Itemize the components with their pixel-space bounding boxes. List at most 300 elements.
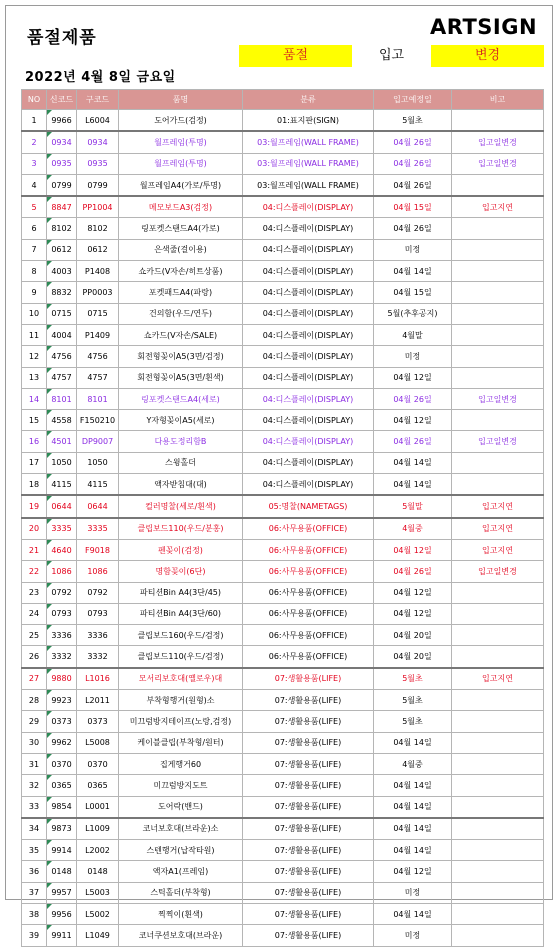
cell-new-code[interactable]: 0793 — [47, 603, 77, 624]
cell-no[interactable]: 28 — [22, 690, 47, 711]
cell-new-code[interactable]: 4558 — [47, 410, 77, 431]
cell-category[interactable]: 06:사무용품(OFFICE) — [243, 625, 374, 646]
cell-product-name[interactable]: 모서리보호대(옐로우)대 — [119, 668, 243, 690]
cell-old-code[interactable]: L2011 — [77, 690, 119, 711]
cell-new-code[interactable]: 9956 — [47, 903, 77, 924]
cell-note[interactable] — [452, 474, 544, 496]
cell-old-code[interactable]: 0792 — [77, 582, 119, 603]
cell-arrival-date[interactable]: 04월 26일 — [374, 431, 452, 452]
cell-arrival-date[interactable]: 04월 14일 — [374, 796, 452, 818]
cell-old-code[interactable]: 8101 — [77, 388, 119, 409]
cell-note[interactable] — [452, 174, 544, 196]
cell-product-name[interactable]: 쇼카드(V자손/SALE) — [119, 324, 243, 345]
cell-category[interactable]: 07:생활용품(LIFE) — [243, 882, 374, 903]
cell-category[interactable]: 07:생활용품(LIFE) — [243, 796, 374, 818]
cell-arrival-date[interactable]: 미정 — [374, 239, 452, 260]
cell-product-name[interactable]: 펜꽂이(검정) — [119, 539, 243, 560]
cell-new-code[interactable]: 9957 — [47, 882, 77, 903]
cell-old-code[interactable]: F9018 — [77, 539, 119, 560]
cell-old-code[interactable]: 3335 — [77, 518, 119, 540]
cell-product-name[interactable]: 링포켓스탠드A4(가로) — [119, 218, 243, 239]
cell-old-code[interactable]: 0612 — [77, 239, 119, 260]
cell-no[interactable]: 24 — [22, 603, 47, 624]
cell-no[interactable]: 17 — [22, 452, 47, 473]
cell-old-code[interactable]: DP9007 — [77, 431, 119, 452]
cell-category[interactable]: 07:생활용품(LIFE) — [243, 925, 374, 946]
cell-note[interactable]: 입고일변경 — [452, 388, 544, 409]
cell-product-name[interactable]: 찍찍이(흰색) — [119, 903, 243, 924]
cell-category[interactable]: 06:사무용품(OFFICE) — [243, 539, 374, 560]
cell-product-name[interactable]: 회전형꽂이A5(3면/흰색) — [119, 367, 243, 388]
cell-new-code[interactable]: 9966 — [47, 110, 77, 132]
cell-arrival-date[interactable]: 5월초 — [374, 711, 452, 732]
cell-category[interactable]: 04:디스플레이(DISPLAY) — [243, 431, 374, 452]
cell-product-name[interactable]: 메모보드A3(검정) — [119, 196, 243, 218]
cell-no[interactable]: 21 — [22, 539, 47, 560]
cell-no[interactable]: 36 — [22, 861, 47, 882]
cell-category[interactable]: 04:디스플레이(DISPLAY) — [243, 474, 374, 496]
cell-arrival-date[interactable]: 04월 14일 — [374, 261, 452, 282]
cell-arrival-date[interactable]: 04월 14일 — [374, 840, 452, 861]
cell-old-code[interactable]: L5008 — [77, 732, 119, 753]
cell-no[interactable]: 18 — [22, 474, 47, 496]
cell-category[interactable]: 07:생활용품(LIFE) — [243, 668, 374, 690]
cell-product-name[interactable]: 파티션Bin A4(3단/45) — [119, 582, 243, 603]
cell-arrival-date[interactable]: 미정 — [374, 925, 452, 946]
cell-new-code[interactable]: 4501 — [47, 431, 77, 452]
cell-old-code[interactable]: L2002 — [77, 840, 119, 861]
cell-new-code[interactable]: 0373 — [47, 711, 77, 732]
cell-product-name[interactable]: Y자형꽂이A5(세로) — [119, 410, 243, 431]
cell-product-name[interactable]: 스틱홀더(부착형) — [119, 882, 243, 903]
cell-old-code[interactable]: 3336 — [77, 625, 119, 646]
cell-new-code[interactable]: 0935 — [47, 153, 77, 174]
cell-note[interactable]: 입고일변경 — [452, 431, 544, 452]
cell-product-name[interactable]: 도어락(밴드) — [119, 796, 243, 818]
cell-note[interactable] — [452, 925, 544, 946]
cell-product-name[interactable]: 포켓패드A4(파랑) — [119, 282, 243, 303]
cell-category[interactable]: 07:생활용품(LIFE) — [243, 753, 374, 774]
cell-new-code[interactable]: 3332 — [47, 646, 77, 668]
cell-new-code[interactable]: 0799 — [47, 174, 77, 196]
cell-old-code[interactable]: 1086 — [77, 561, 119, 582]
cell-note[interactable]: 입고일변경 — [452, 561, 544, 582]
cell-arrival-date[interactable]: 04월 14일 — [374, 474, 452, 496]
cell-new-code[interactable]: 0934 — [47, 131, 77, 153]
cell-arrival-date[interactable]: 미정 — [374, 346, 452, 367]
cell-note[interactable] — [452, 711, 544, 732]
cell-product-name[interactable]: 파티션Bin A4(3단/60) — [119, 603, 243, 624]
cell-arrival-date[interactable]: 04월 26일 — [374, 561, 452, 582]
cell-no[interactable]: 38 — [22, 903, 47, 924]
cell-arrival-date[interactable]: 5월(추후공지) — [374, 303, 452, 324]
cell-category[interactable]: 05:명찰(NAMETAGS) — [243, 495, 374, 517]
cell-product-name[interactable]: 월프레임(투명) — [119, 131, 243, 153]
cell-product-name[interactable]: 클립보드160(우드/검정) — [119, 625, 243, 646]
table-row — [22, 261, 544, 282]
table-row — [22, 539, 544, 560]
cell-note[interactable] — [452, 690, 544, 711]
cell-old-code[interactable]: F150210 — [77, 410, 119, 431]
cell-note[interactable]: 입고일변경 — [452, 131, 544, 153]
cell-category[interactable]: 07:생활용품(LIFE) — [243, 840, 374, 861]
cell-old-code[interactable]: 1050 — [77, 452, 119, 473]
legend-change: 변경 — [431, 45, 544, 67]
cell-new-code[interactable]: 9914 — [47, 840, 77, 861]
cell-note[interactable]: 입고지연 — [452, 518, 544, 540]
cell-product-name[interactable]: 클립보드110(우드/검정) — [119, 646, 243, 668]
cell-note[interactable] — [452, 346, 544, 367]
cell-product-name[interactable]: 회전형꽂이A5(3면/검정) — [119, 346, 243, 367]
cell-note[interactable] — [452, 753, 544, 774]
cell-category[interactable]: 04:디스플레이(DISPLAY) — [243, 410, 374, 431]
cell-arrival-date[interactable]: 04월 20일 — [374, 625, 452, 646]
cell-note[interactable] — [452, 818, 544, 840]
table-row — [22, 603, 544, 624]
cell-new-code[interactable]: 8832 — [47, 282, 77, 303]
cell-product-name[interactable]: 명함꽂이(6단) — [119, 561, 243, 582]
cell-arrival-date[interactable]: 5월말 — [374, 495, 452, 517]
cell-note[interactable] — [452, 452, 544, 473]
cell-arrival-date[interactable]: 5월초 — [374, 668, 452, 690]
cell-arrival-date[interactable]: 04월 26일 — [374, 218, 452, 239]
col-header-no: NO — [22, 90, 47, 110]
cell-category[interactable]: 04:디스플레이(DISPLAY) — [243, 303, 374, 324]
cell-no[interactable]: 27 — [22, 668, 47, 690]
cell-old-code[interactable]: L1009 — [77, 818, 119, 840]
cell-new-code[interactable]: 9880 — [47, 668, 77, 690]
cell-new-code[interactable]: 9854 — [47, 796, 77, 818]
cell-old-code[interactable]: 3332 — [77, 646, 119, 668]
cell-arrival-date[interactable]: 04월 14일 — [374, 903, 452, 924]
cell-category[interactable]: 04:디스플레이(DISPLAY) — [243, 388, 374, 409]
cell-new-code[interactable]: 4115 — [47, 474, 77, 496]
cell-new-code[interactable]: 9962 — [47, 732, 77, 753]
cell-no[interactable]: 30 — [22, 732, 47, 753]
cell-new-code[interactable]: 8101 — [47, 388, 77, 409]
cell-product-name[interactable]: 미끄럼방지테이프(노랑,검정) — [119, 711, 243, 732]
cell-category[interactable]: 03:월프레임(WALL FRAME) — [243, 174, 374, 196]
cell-note[interactable] — [452, 603, 544, 624]
cell-no[interactable]: 5 — [22, 196, 47, 218]
cell-old-code[interactable]: 4757 — [77, 367, 119, 388]
cell-new-code[interactable]: 0365 — [47, 775, 77, 796]
cell-product-name[interactable]: 월프레임A4(가로/투명) — [119, 174, 243, 196]
page-title: 품절제품 — [27, 28, 97, 48]
cell-note[interactable] — [452, 218, 544, 239]
cell-arrival-date[interactable]: 미정 — [374, 882, 452, 903]
table-row — [22, 367, 544, 388]
cell-product-name[interactable]: 월프레임(투명) — [119, 153, 243, 174]
cell-category[interactable]: 04:디스플레이(DISPLAY) — [243, 261, 374, 282]
cell-new-code[interactable]: 0644 — [47, 495, 77, 517]
cell-note[interactable] — [452, 840, 544, 861]
cell-product-name[interactable]: 코너쿠션보호대(브라운) — [119, 925, 243, 946]
cell-product-name[interactable]: 건의함(우드/연두) — [119, 303, 243, 324]
cell-new-code[interactable]: 8847 — [47, 196, 77, 218]
cell-new-code[interactable]: 0612 — [47, 239, 77, 260]
cell-note[interactable]: 입고지연 — [452, 196, 544, 218]
table-row — [22, 324, 544, 345]
cell-no[interactable]: 15 — [22, 410, 47, 431]
cell-new-code[interactable]: 4756 — [47, 346, 77, 367]
cell-no[interactable]: 10 — [22, 303, 47, 324]
table-row — [22, 582, 544, 603]
soldout-table — [21, 89, 544, 947]
table-row — [22, 518, 544, 540]
cell-note[interactable] — [452, 324, 544, 345]
cell-product-name[interactable]: 은색줄(걸이용) — [119, 239, 243, 260]
cell-category[interactable]: 06:사무용품(OFFICE) — [243, 561, 374, 582]
cell-note[interactable] — [452, 861, 544, 882]
cell-arrival-date[interactable]: 04월 12일 — [374, 410, 452, 431]
table-row — [22, 796, 544, 818]
cell-category[interactable]: 06:사무용품(OFFICE) — [243, 518, 374, 540]
cell-old-code[interactable]: L1016 — [77, 668, 119, 690]
cell-no[interactable]: 33 — [22, 796, 47, 818]
cell-old-code[interactable]: L0001 — [77, 796, 119, 818]
cell-arrival-date[interactable]: 4월말 — [374, 324, 452, 345]
cell-old-code[interactable]: 0935 — [77, 153, 119, 174]
cell-old-code[interactable]: 8102 — [77, 218, 119, 239]
cell-note[interactable] — [452, 367, 544, 388]
cell-category[interactable]: 01:표지판(SIGN) — [243, 110, 374, 132]
cell-note[interactable] — [452, 732, 544, 753]
cell-no[interactable]: 37 — [22, 882, 47, 903]
cell-no[interactable]: 2 — [22, 131, 47, 153]
cell-no[interactable]: 12 — [22, 346, 47, 367]
cell-note[interactable] — [452, 110, 544, 132]
cell-old-code[interactable]: 4115 — [77, 474, 119, 496]
cell-old-code[interactable]: L6004 — [77, 110, 119, 132]
cell-no[interactable]: 26 — [22, 646, 47, 668]
cell-new-code[interactable]: 3335 — [47, 518, 77, 540]
table-row — [22, 110, 544, 132]
table-row — [22, 196, 544, 218]
cell-no[interactable]: 11 — [22, 324, 47, 345]
cell-no[interactable]: 20 — [22, 518, 47, 540]
cell-new-code[interactable]: 4757 — [47, 367, 77, 388]
cell-new-code[interactable]: 4004 — [47, 324, 77, 345]
cell-old-code[interactable]: 0365 — [77, 775, 119, 796]
table-row — [22, 775, 544, 796]
cell-note[interactable] — [452, 796, 544, 818]
cell-note[interactable]: 입고지연 — [452, 495, 544, 517]
table-row — [22, 753, 544, 774]
cell-old-code[interactable]: 0715 — [77, 303, 119, 324]
cell-new-code[interactable]: 4003 — [47, 261, 77, 282]
cell-no[interactable]: 25 — [22, 625, 47, 646]
cell-category[interactable]: 04:디스플레이(DISPLAY) — [243, 239, 374, 260]
cell-old-code[interactable]: P1408 — [77, 261, 119, 282]
cell-category[interactable]: 06:사무용품(OFFICE) — [243, 646, 374, 668]
table-row — [22, 625, 544, 646]
col-header-old-code: 구코드 — [77, 90, 119, 110]
table-row — [22, 474, 544, 496]
cell-no[interactable]: 14 — [22, 388, 47, 409]
cell-product-name[interactable]: 컬러명찰(세로/흰색) — [119, 495, 243, 517]
cell-arrival-date[interactable]: 04월 26일 — [374, 153, 452, 174]
cell-old-code[interactable]: 0799 — [77, 174, 119, 196]
cell-arrival-date[interactable]: 04월 12일 — [374, 603, 452, 624]
cell-arrival-date[interactable]: 04월 15일 — [374, 196, 452, 218]
cell-note[interactable] — [452, 410, 544, 431]
cell-arrival-date[interactable]: 04월 26일 — [374, 131, 452, 153]
cell-old-code[interactable]: 0934 — [77, 131, 119, 153]
cell-no[interactable]: 3 — [22, 153, 47, 174]
cell-category[interactable]: 04:디스플레이(DISPLAY) — [243, 196, 374, 218]
cell-category[interactable]: 04:디스플레이(DISPLAY) — [243, 218, 374, 239]
cell-note[interactable] — [452, 646, 544, 668]
cell-no[interactable]: 16 — [22, 431, 47, 452]
cell-product-name[interactable]: 스윙홀더 — [119, 452, 243, 473]
cell-no[interactable]: 23 — [22, 582, 47, 603]
cell-note[interactable] — [452, 775, 544, 796]
cell-product-name[interactable]: 미끄럼방지도트 — [119, 775, 243, 796]
table-row — [22, 711, 544, 732]
cell-no[interactable]: 8 — [22, 261, 47, 282]
cell-arrival-date[interactable]: 04월 12일 — [374, 539, 452, 560]
cell-note[interactable] — [452, 625, 544, 646]
table-row — [22, 218, 544, 239]
cell-note[interactable]: 입고일변경 — [452, 153, 544, 174]
cell-note[interactable] — [452, 882, 544, 903]
cell-new-code[interactable]: 3336 — [47, 625, 77, 646]
cell-category[interactable]: 04:디스플레이(DISPLAY) — [243, 282, 374, 303]
cell-arrival-date[interactable]: 04월 26일 — [374, 388, 452, 409]
cell-note[interactable] — [452, 239, 544, 260]
cell-product-name[interactable]: 링포켓스탠드A4(세로) — [119, 388, 243, 409]
cell-category[interactable]: 07:생활용품(LIFE) — [243, 861, 374, 882]
cell-arrival-date[interactable]: 04월 26일 — [374, 174, 452, 196]
cell-category[interactable]: 04:디스플레이(DISPLAY) — [243, 324, 374, 345]
cell-old-code[interactable]: 4756 — [77, 346, 119, 367]
cell-category[interactable]: 06:사무용품(OFFICE) — [243, 582, 374, 603]
cell-old-code[interactable]: PP1004 — [77, 196, 119, 218]
cell-product-name[interactable]: 부착형행거(원형)소 — [119, 690, 243, 711]
cell-arrival-date[interactable]: 04월 12일 — [374, 861, 452, 882]
cell-note[interactable]: 입고지연 — [452, 668, 544, 690]
cell-note[interactable] — [452, 261, 544, 282]
cell-no[interactable]: 34 — [22, 818, 47, 840]
cell-product-name[interactable]: 도어가드(검정) — [119, 110, 243, 132]
cell-category[interactable]: 06:사무용품(OFFICE) — [243, 603, 374, 624]
cell-no[interactable]: 19 — [22, 495, 47, 517]
cell-product-name[interactable]: 집게행거60 — [119, 753, 243, 774]
cell-product-name[interactable]: 클립보드110(우드/분홍) — [119, 518, 243, 540]
cell-new-code[interactable]: 9911 — [47, 925, 77, 946]
table-header-row — [22, 90, 544, 110]
cell-product-name[interactable]: 코너보호대(브라운)소 — [119, 818, 243, 840]
cell-category[interactable]: 03:월프레임(WALL FRAME) — [243, 131, 374, 153]
cell-arrival-date[interactable]: 04월 12일 — [374, 582, 452, 603]
cell-arrival-date[interactable]: 04월 14일 — [374, 732, 452, 753]
cell-old-code[interactable]: P1409 — [77, 324, 119, 345]
cell-no[interactable]: 4 — [22, 174, 47, 196]
cell-new-code[interactable]: 4640 — [47, 539, 77, 560]
cell-old-code[interactable]: 0644 — [77, 495, 119, 517]
cell-arrival-date[interactable]: 5월초 — [374, 690, 452, 711]
cell-product-name[interactable]: 액자받침대(대) — [119, 474, 243, 496]
cell-arrival-date[interactable]: 04월 14일 — [374, 452, 452, 473]
cell-old-code[interactable]: L5002 — [77, 903, 119, 924]
cell-arrival-date[interactable]: 04월 14일 — [374, 818, 452, 840]
cell-note[interactable]: 입고지연 — [452, 539, 544, 560]
cell-old-code[interactable]: 0370 — [77, 753, 119, 774]
cell-no[interactable]: 9 — [22, 282, 47, 303]
col-header-category: 분류 — [243, 90, 374, 110]
cell-new-code[interactable]: 0715 — [47, 303, 77, 324]
cell-category[interactable]: 04:디스플레이(DISPLAY) — [243, 452, 374, 473]
cell-arrival-date[interactable]: 5월초 — [374, 110, 452, 132]
cell-note[interactable] — [452, 582, 544, 603]
cell-new-code[interactable]: 1086 — [47, 561, 77, 582]
cell-new-code[interactable]: 0792 — [47, 582, 77, 603]
cell-product-name[interactable]: 스텐행거(납작타원) — [119, 840, 243, 861]
cell-no[interactable]: 32 — [22, 775, 47, 796]
cell-arrival-date[interactable]: 4월중 — [374, 753, 452, 774]
cell-old-code[interactable]: 0148 — [77, 861, 119, 882]
cell-old-code[interactable]: PP0003 — [77, 282, 119, 303]
cell-category[interactable]: 04:디스플레이(DISPLAY) — [243, 346, 374, 367]
table-row — [22, 239, 544, 260]
cell-no[interactable]: 7 — [22, 239, 47, 260]
cell-new-code[interactable]: 1050 — [47, 452, 77, 473]
cell-arrival-date[interactable]: 04월 15일 — [374, 282, 452, 303]
col-header-note: 비고 — [452, 90, 544, 110]
cell-category[interactable]: 07:생활용품(LIFE) — [243, 690, 374, 711]
cell-no[interactable]: 6 — [22, 218, 47, 239]
cell-product-name[interactable]: 액자A1(프레임) — [119, 861, 243, 882]
cell-category[interactable]: 07:생활용품(LIFE) — [243, 818, 374, 840]
cell-product-name[interactable]: 다용도정리함B — [119, 431, 243, 452]
cell-product-name[interactable]: 케이블클립(부착형/원터) — [119, 732, 243, 753]
cell-old-code[interactable]: 0793 — [77, 603, 119, 624]
col-header-product-name: 품명 — [119, 90, 243, 110]
cell-new-code[interactable]: 9923 — [47, 690, 77, 711]
cell-new-code[interactable]: 8102 — [47, 218, 77, 239]
cell-no[interactable]: 31 — [22, 753, 47, 774]
cell-category[interactable]: 03:월프레임(WALL FRAME) — [243, 153, 374, 174]
cell-arrival-date[interactable]: 4월중 — [374, 518, 452, 540]
cell-new-code[interactable]: 0370 — [47, 753, 77, 774]
cell-no[interactable]: 29 — [22, 711, 47, 732]
cell-category[interactable]: 07:생활용품(LIFE) — [243, 732, 374, 753]
cell-new-code[interactable]: 9873 — [47, 818, 77, 840]
cell-category[interactable]: 07:생활용품(LIFE) — [243, 775, 374, 796]
cell-arrival-date[interactable]: 04월 12일 — [374, 367, 452, 388]
cell-note[interactable] — [452, 282, 544, 303]
cell-no[interactable]: 35 — [22, 840, 47, 861]
cell-arrival-date[interactable]: 04월 14일 — [374, 775, 452, 796]
cell-old-code[interactable]: 0373 — [77, 711, 119, 732]
cell-old-code[interactable]: L5003 — [77, 882, 119, 903]
cell-no[interactable]: 1 — [22, 110, 47, 132]
cell-arrival-date[interactable]: 04월 20일 — [374, 646, 452, 668]
cell-category[interactable]: 04:디스플레이(DISPLAY) — [243, 367, 374, 388]
cell-category[interactable]: 07:생활용품(LIFE) — [243, 711, 374, 732]
legend-restock: 입고 — [378, 48, 405, 63]
cell-no[interactable]: 13 — [22, 367, 47, 388]
cell-note[interactable] — [452, 303, 544, 324]
cell-category[interactable]: 07:생활용품(LIFE) — [243, 903, 374, 924]
cell-no[interactable]: 39 — [22, 925, 47, 946]
cell-no[interactable]: 22 — [22, 561, 47, 582]
table-row — [22, 668, 544, 690]
cell-product-name[interactable]: 쇼카드(V자손/히트상품) — [119, 261, 243, 282]
cell-old-code[interactable]: L1049 — [77, 925, 119, 946]
cell-new-code[interactable]: 0148 — [47, 861, 77, 882]
